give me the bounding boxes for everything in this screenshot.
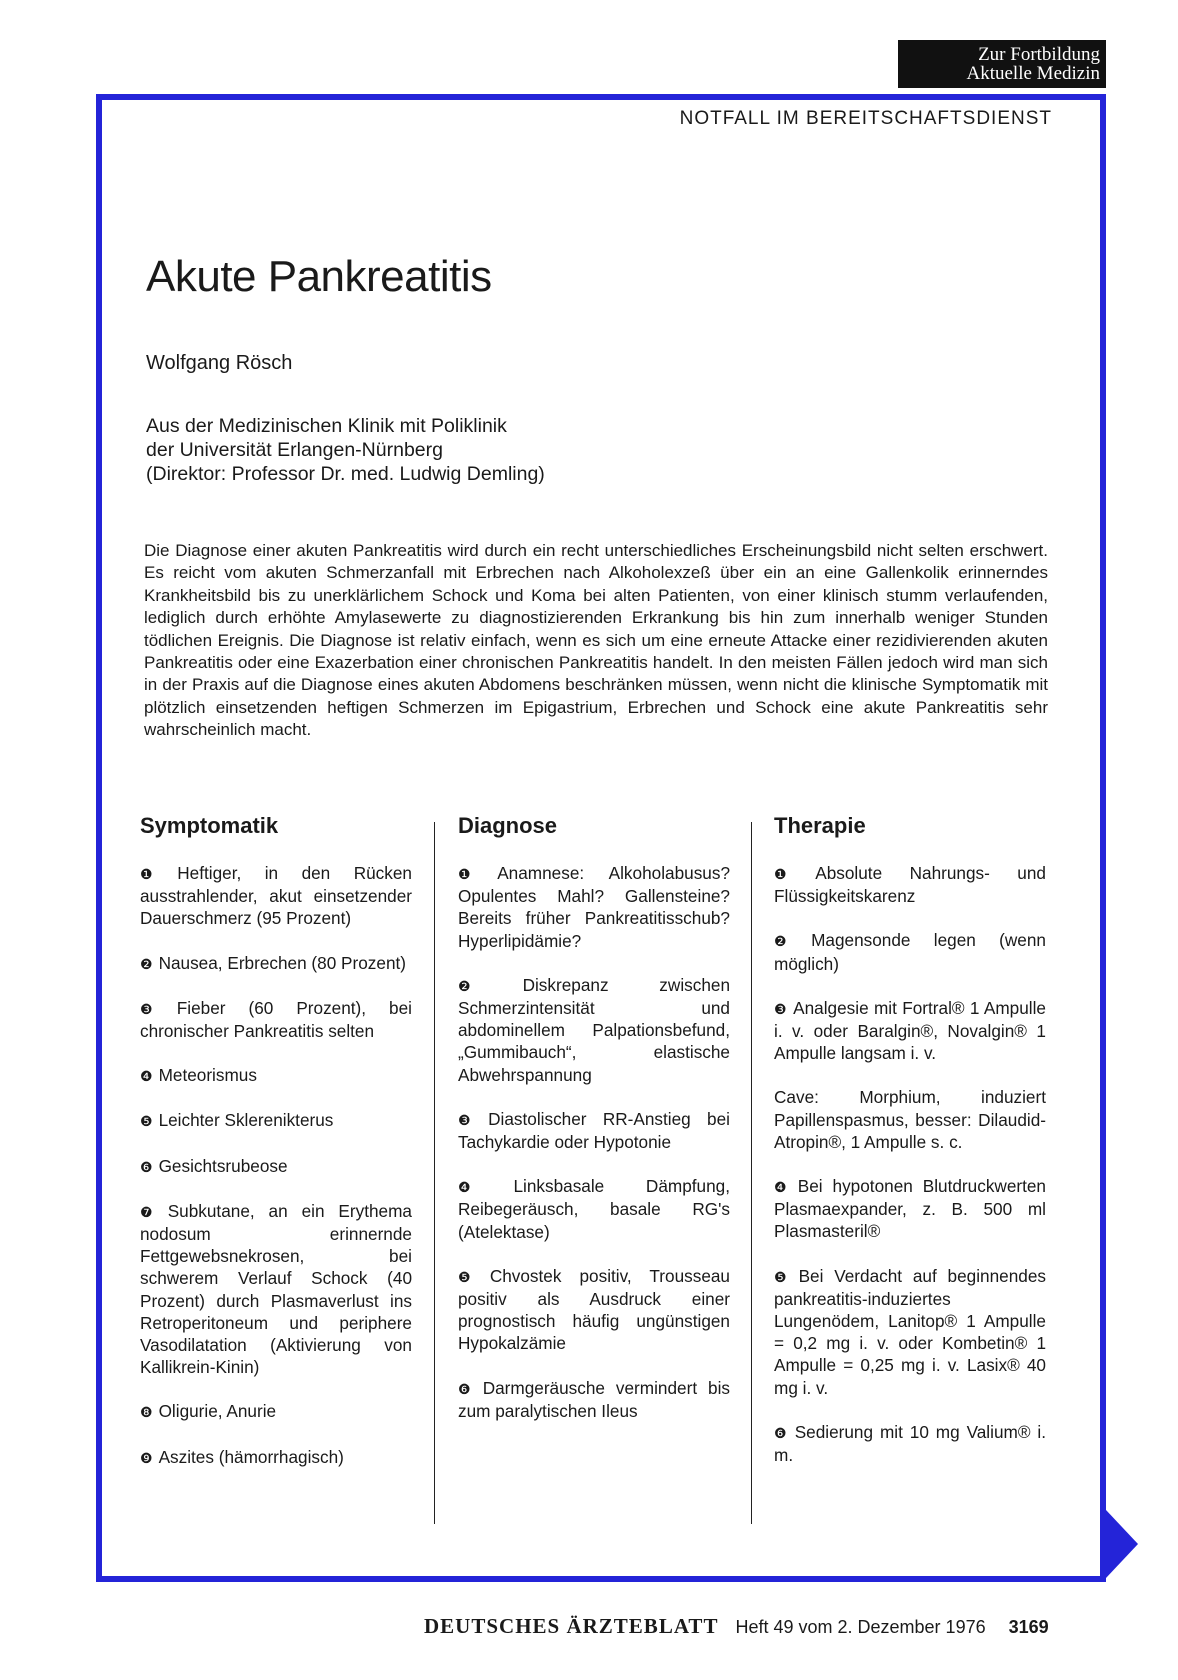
item-text: Sedierung mit 10 mg Valium® i. m.	[774, 1421, 1046, 1466]
item-number: ❻	[140, 1158, 153, 1175]
list-item	[774, 1175, 1046, 1243]
item-number: ❻	[458, 1380, 477, 1397]
item-number: ❶	[774, 866, 810, 882]
item-text: Leichter Sklerenikterus	[158, 1110, 334, 1131]
affiliation-line: (Direktor: Professor Dr. med. Ludwig Demling)	[146, 463, 545, 485]
list-item	[140, 1446, 412, 1469]
affiliation	[146, 414, 545, 486]
affiliation-line: der Universität Erlangen-Nürnberg	[146, 439, 443, 461]
list-item	[140, 952, 412, 975]
item-number: ❺	[140, 1113, 153, 1130]
author: Wolfgang Rösch	[146, 352, 293, 374]
section-tag-line-1: Zur Fortbildung	[978, 44, 1100, 65]
page-footer	[424, 1614, 1049, 1639]
column-divider	[434, 822, 435, 1524]
section-tag-line-2: Aktuelle Medizin	[966, 63, 1100, 84]
section-label: NOTFALL IM BEREITSCHAFTSDIENST	[679, 108, 1052, 129]
column-items	[774, 862, 1046, 1466]
column-heading: Diagnose	[458, 813, 558, 838]
item-number: ❺	[774, 1268, 793, 1285]
item-number: ❸	[458, 1111, 483, 1128]
page-number: 3169	[1008, 1617, 1049, 1637]
list-item	[140, 1200, 412, 1379]
list-item	[774, 862, 1046, 907]
item-number: ❹	[458, 1179, 508, 1196]
item-text: Linksbasale Dämpfung, Reibegeräusch, basale RG's (Atelektase)	[458, 1176, 730, 1242]
item-text: Oligurie, Anurie	[158, 1401, 277, 1422]
item-text: Magensonde legen (wenn möglich)	[774, 930, 1046, 974]
column-therapie	[774, 812, 1046, 1488]
list-item	[458, 1265, 730, 1355]
item-number: ❾	[140, 1449, 153, 1466]
item-number: ❻	[774, 1424, 789, 1441]
item-text: Bei hypotonen Blutdruckwerten Plasmaexpander, z. B. 500 ml Plasmasteril®	[774, 1176, 1046, 1242]
item-text: Diastolischer RR-Anstieg bei Tachykardie oder Hypotonie	[458, 1108, 730, 1153]
item-number: ❸	[774, 1000, 788, 1017]
item-number: ❽	[140, 1404, 153, 1421]
list-item	[458, 1377, 730, 1422]
list-item	[458, 974, 730, 1086]
continue-arrow-icon	[1106, 1510, 1138, 1578]
column-items	[458, 862, 730, 1422]
item-text: Analgesie mit Fortral® 1 Ampulle i. v. oder Baralgin®, Novalgin® 1 Ampulle langsam i. v.	[774, 997, 1046, 1064]
item-number: ❶	[458, 866, 492, 882]
list-item	[140, 1109, 412, 1132]
section-tag	[898, 40, 1106, 88]
item-number: ❶	[140, 866, 172, 882]
item-number: ❹	[140, 1068, 153, 1085]
item-text: Gesichtsrubeose	[158, 1155, 288, 1176]
item-number: ❼	[140, 1203, 162, 1220]
column-divider	[751, 822, 752, 1524]
item-text: Nausea, Erbrechen (80 Prozent)	[158, 952, 407, 973]
item-number: ❸	[140, 1000, 171, 1017]
item-text: Subkutane, an ein Erythema nodosum erinnernde Fettgewebsnekrosen, bei schwerem Verlauf Schock (40 Prozent) durch Plasmaverlust ins Retroperitoneum und periphere Vasodilatation (Aktivierung von Kallikrein-Kinin)	[140, 1200, 412, 1378]
list-item	[774, 1265, 1046, 1399]
list-item	[140, 1064, 412, 1087]
item-text: Cave: Morphium, induziert Papillenspasmus, besser: Dilaudid-Atropin®, 1 Ampulle s. c.	[774, 1087, 1046, 1152]
article-title: Akute Pankreatitis	[146, 252, 492, 301]
item-text: Diskrepanz zwischen Schmerzintensität und abdominellem Palpationsbefund, „Gummibauch“, elastische Abwehrspannung	[458, 974, 730, 1085]
item-text: Fieber (60 Prozent), bei chronischer Pankreatitis selten	[140, 997, 412, 1042]
list-item	[140, 1400, 412, 1423]
item-number: ❷	[774, 933, 806, 950]
item-text: Meteorismus	[158, 1065, 257, 1086]
item-number: ❺	[458, 1268, 484, 1285]
item-text: Darmgeräusche vermindert bis zum paralytischen Ileus	[458, 1377, 730, 1421]
intro-paragraph: Die Diagnose einer akuten Pankreatitis wird durch ein recht unterschiedliches Erscheinungsbild nicht selten erschwert. Es reicht vom akuten Schmerzanfall mit Erbrechen nach Alkoholexzeß über ein an eine Gallenkolik erinnerndes Krankheitsbild bis zu unerklärlichem Schock und Koma bei alten Patienten, von einer klinisch stumm verlaufenden, lediglich durch erhöhte Amylasewerte zu diagnostizierenden Erkrankung bis hin zum innerhalb weniger Stunden tödlichen Ereignis. Die Diagnose ist relativ einfach, wenn es sich um eine erneute Attacke einer rezidivierenden akuten Pankreatitis oder eine Exazerbation einer chronischen Pankreatitis handelt. In den meisten Fällen jedoch wird man sich in der Praxis auf die Diagnose eines akuten Abdomens beschränken müssen, wenn nicht die klinische Symptomatik mit plötzlich einsetzenden heftigen Schmerzen im Epigastrium, Erbrechen und Schock eine akute Pankreatitis sehr wahrscheinlich macht.	[144, 541, 1048, 740]
list-item	[774, 997, 1046, 1065]
column-diagnose	[458, 812, 730, 1444]
list-item	[140, 997, 412, 1042]
item-text: Aszites (hämorrhagisch)	[158, 1446, 344, 1467]
list-item	[458, 1108, 730, 1153]
affiliation-line: Aus der Medizinischen Klinik mit Poliklinik	[146, 415, 507, 437]
item-text: Anamnese: Alkoholabusus? Opulentes Mahl? Gallensteine? Bereits früher Pankreatitisschub? Hyperlipidämie?	[458, 863, 730, 951]
item-text: Heftiger, in den Rücken ausstrahlender, akut einsetzender Dauerschmerz (95 Prozent)	[140, 863, 412, 929]
item-text: Chvostek positiv, Trousseau positiv als Ausdruck einer prognostisch häufig ungünstigen Hypokalzämie	[458, 1265, 730, 1354]
list-item	[140, 1155, 412, 1178]
list-item	[774, 1421, 1046, 1466]
item-text: Absolute Nahrungs- und Flüssigkeitskarenz	[774, 863, 1046, 907]
item-number: ❷	[140, 955, 153, 972]
list-item	[774, 929, 1046, 974]
column-heading: Symptomatik	[140, 813, 279, 838]
item-number: ❷	[458, 977, 517, 994]
list-item	[458, 1175, 730, 1243]
item-text: Bei Verdacht auf beginnendes pankreatitis-induziertes Lungenödem, Lanitop® 1 Ampulle = 0,2 mg i. v. oder Kombetin® 1 Ampulle = 0,25 mg i. v. Lasix® 40 mg i. v.	[774, 1265, 1046, 1398]
list-item	[774, 1086, 1046, 1153]
item-number: ❹	[774, 1179, 792, 1196]
column-heading: Therapie	[774, 813, 866, 838]
list-item	[140, 862, 412, 930]
journal-name: DEUTSCHES ÄRZTEBLATT	[424, 1614, 719, 1638]
column-items	[140, 862, 412, 1469]
issue-info: Heft 49 vom 2. Dezember 1976	[735, 1617, 986, 1637]
list-item	[458, 862, 730, 952]
column-symptomatik	[140, 812, 412, 1491]
